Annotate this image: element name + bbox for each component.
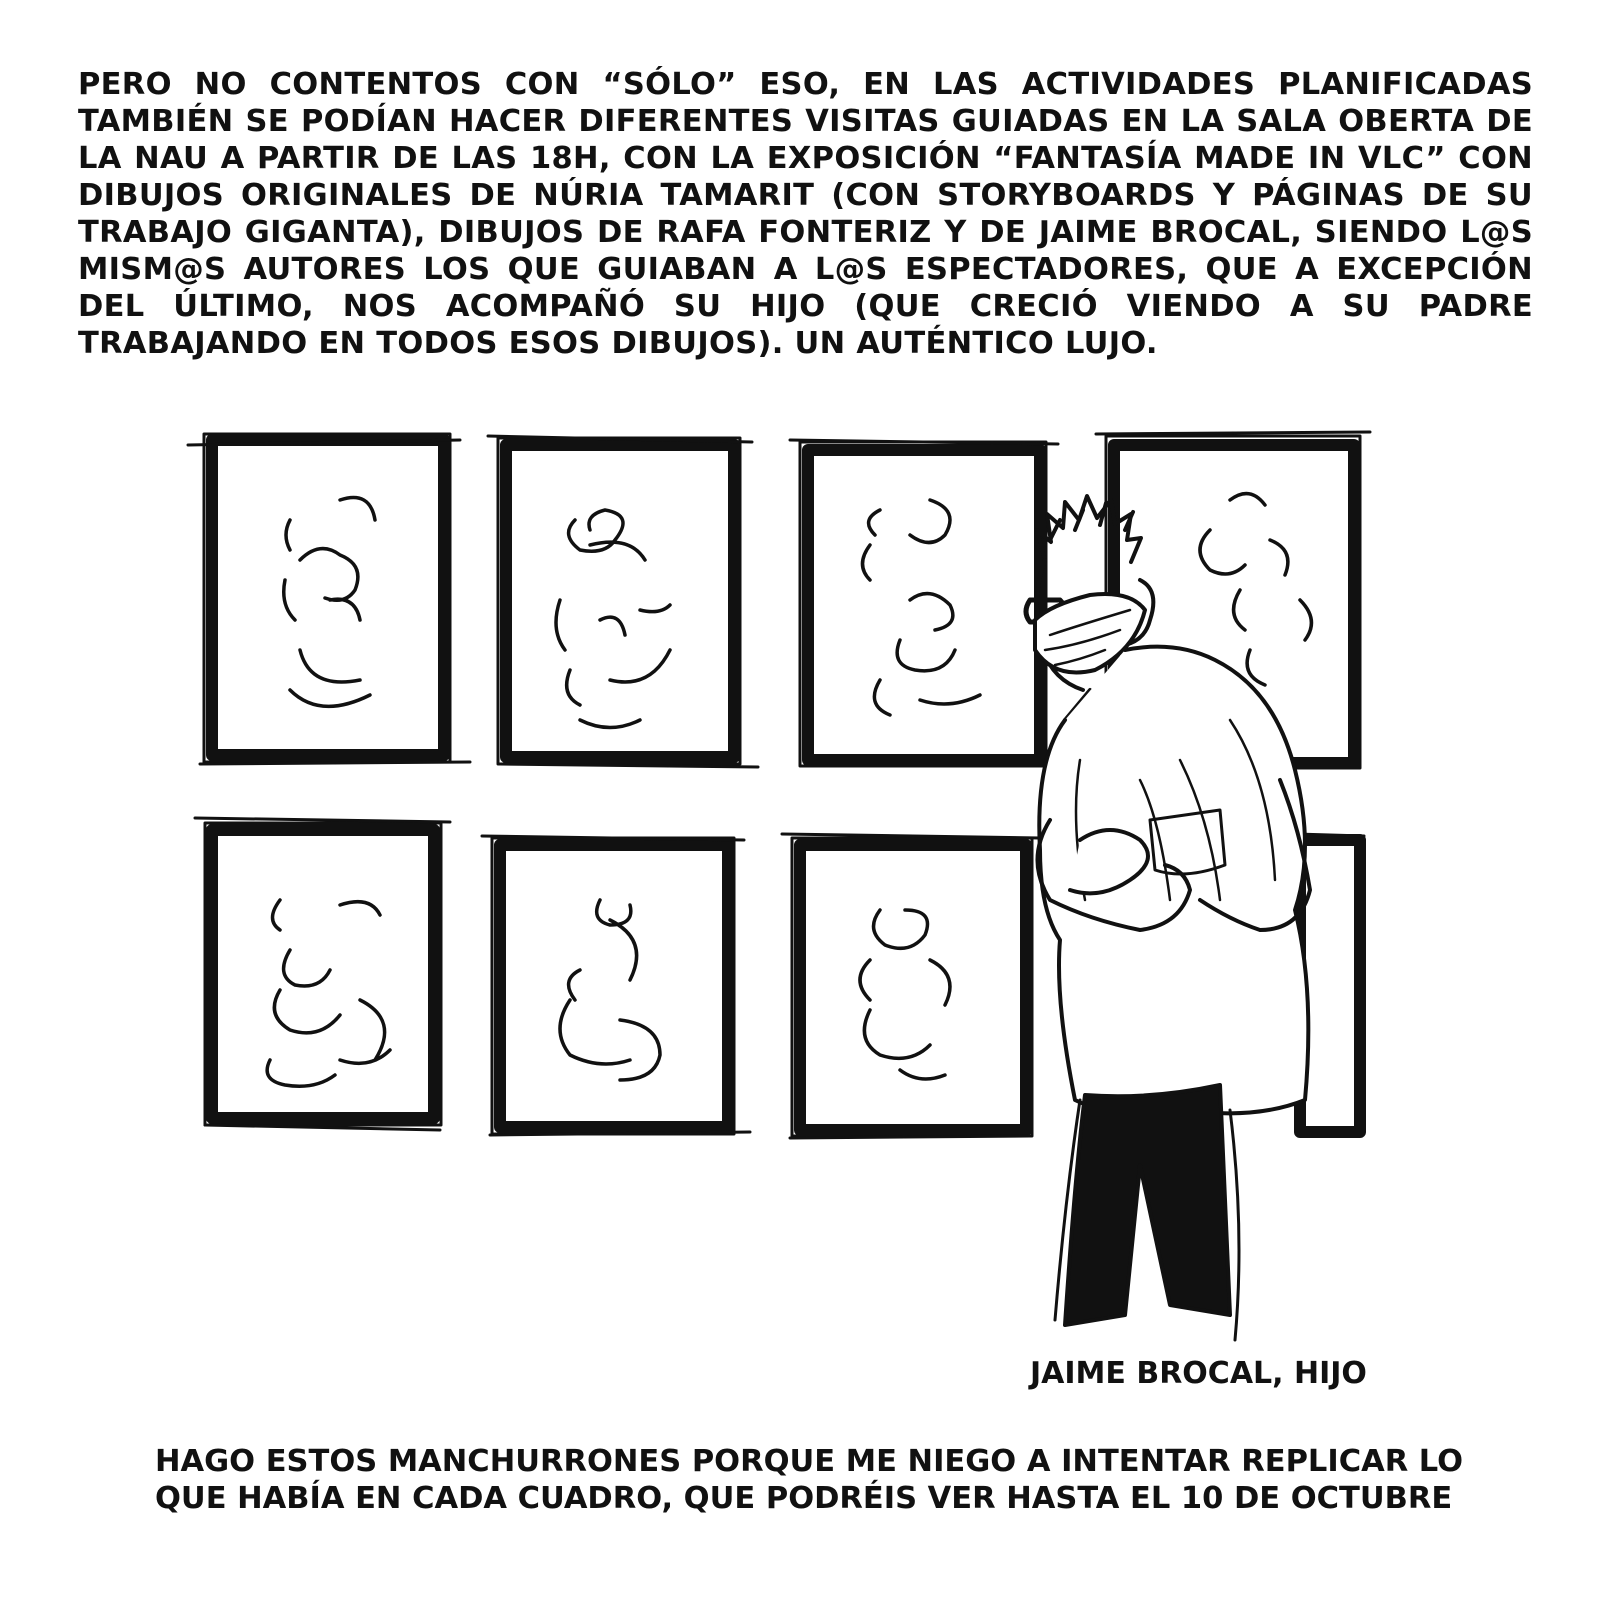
frame-top-2 bbox=[488, 436, 758, 767]
frame-top-3 bbox=[790, 440, 1058, 766]
frame-bottom-3 bbox=[782, 834, 1040, 1138]
bottom-caption: HAGO ESTOS MANCHURRONES PORQUE ME NIEGO A INTENTAR REPLICAR LO QUE HABÍA EN CADA CUADRO, QUE PODRÉIS VER HASTA EL 10 DE OCTUBRE bbox=[155, 1444, 1464, 1516]
frame-top-1 bbox=[188, 434, 470, 764]
figure-label: JAIME BROCAL, HIJO bbox=[1030, 1356, 1367, 1391]
top-caption: PERO NO CONTENTOS CON “SÓLO” ESO, EN LAS ACTIVIDADES PLANIFICADAS TAMBIÉN SE PODÍAN HACER DIFERENTES VISITAS GUIADAS EN LA SALA OBERTA DE LA NAU A PARTIR DE LAS 18H, CON LA EXPOSICIÓN “FANTASÍA MADE IN VLC” CON DIBUJOS ORIGINALES DE NÚRIA TAMARIT (CON STORYBOARDS Y PÁGINAS DE SU TRABAJO GIGANTA), DIBUJOS DE RAFA FONTERIZ Y DE JAIME BROCAL, SIENDO L@S MISM@S AUTORES LOS QUE GUIABAN A L@S ESPECTADORES, QUE A EXCEPCIÓN DEL ÚLTIMO, NOS ACOMPAÑÓ SU HIJO (QUE CRECIÓ VIENDO A SU PADRE TRABAJANDO EN TODOS ESOS DIBUJOS). UN AUTÉNTICO LUJO. bbox=[78, 67, 1533, 361]
jaime-brocal-figure bbox=[1026, 496, 1310, 1340]
frame-bottom-2 bbox=[482, 836, 750, 1135]
frame-bottom-1 bbox=[195, 818, 450, 1130]
